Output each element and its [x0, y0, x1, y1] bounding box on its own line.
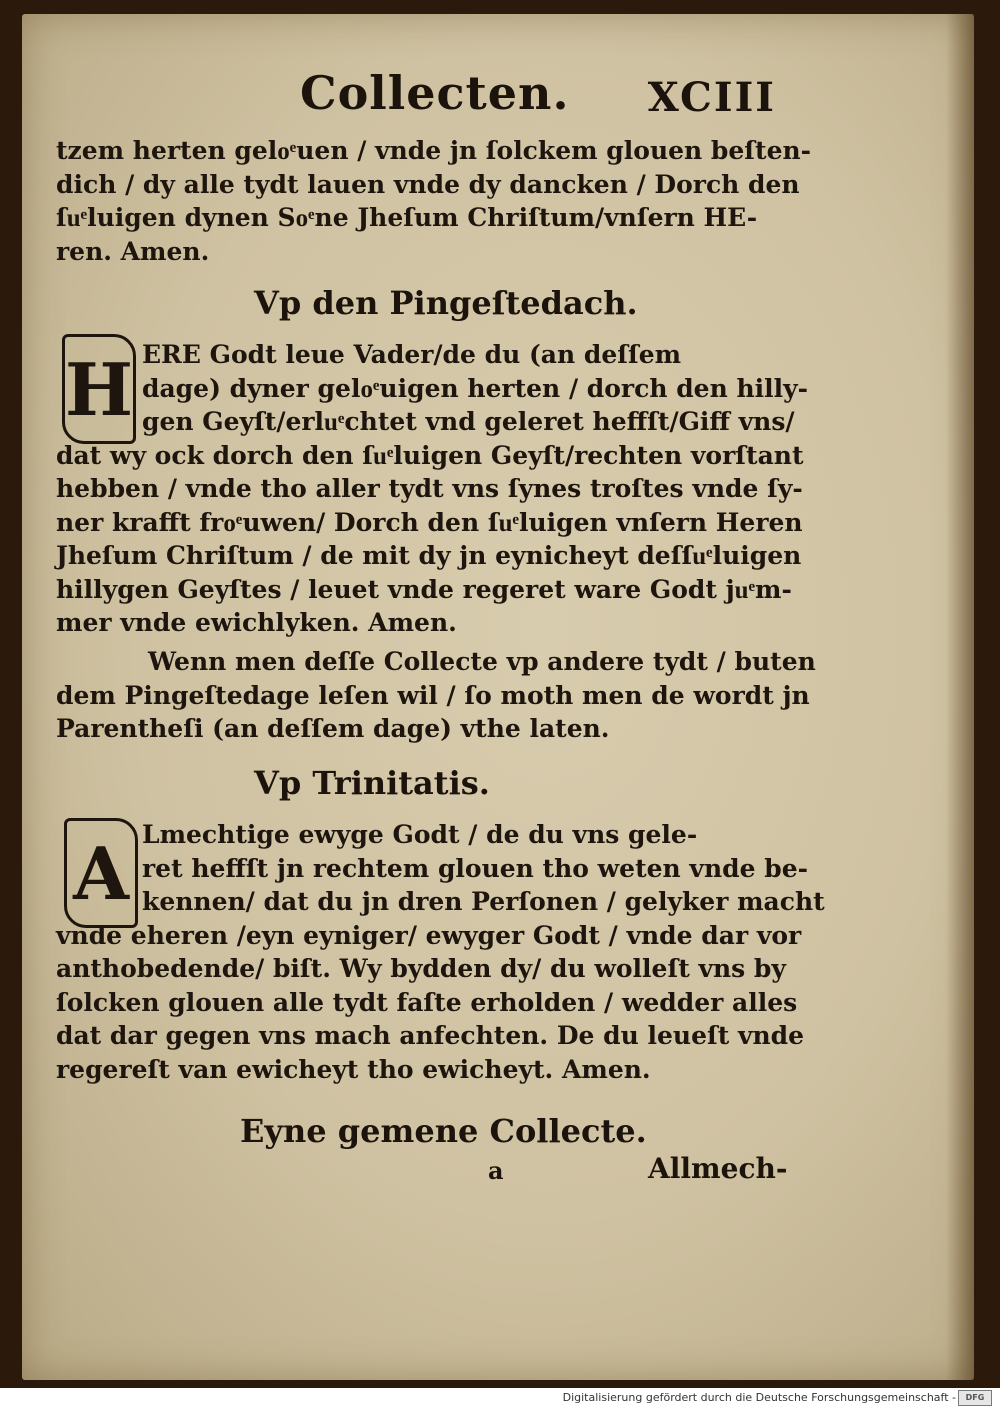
catchword: Allmech-: [648, 1152, 788, 1185]
running-title: Collecten.: [300, 66, 570, 120]
decorated-initial-a: A: [64, 818, 138, 928]
text-line: ren. Amen.: [56, 236, 210, 266]
text-line: dat wy ock dorch den ſuͤluigen Geyſt/rechten vorſtant: [56, 440, 804, 470]
folio-number: XCIII: [647, 74, 776, 121]
text-line: kennen/ dat du jn dren Perſonen / gelyker macht: [142, 887, 825, 916]
decorated-initial-h: H: [62, 334, 136, 444]
running-head: [300, 66, 780, 136]
footer-bar: [0, 1388, 1000, 1408]
text-line: anthobedende/ biſt. Wy bydden dy/ du wolleſt vns by: [56, 954, 786, 983]
text-line: ret heffſt jn rechtem glouen tho weten vnde be-: [142, 853, 808, 883]
text-line: ſuͤluigen dynen Soͤne Jheſum Chriſtum/vnſern HE-: [56, 203, 758, 232]
opening-paragraph: [56, 134, 812, 268]
text-line: gen Geyſt/erluͤchtet vnd geleret heffſt/Giff vns/: [142, 407, 795, 436]
dfg-logo-icon: DFG: [958, 1390, 992, 1406]
text-line: dat dar gegen vns mach anfechten. De du leueſt vnde: [56, 1021, 805, 1050]
text-line: Wenn men deſſe Collecte vp andere tydt / buten: [148, 647, 816, 676]
text-line: Parentheſi (an deſſem dage) vthe laten.: [56, 714, 610, 743]
signature-mark: a: [488, 1156, 504, 1185]
text-line: dich / dy alle tydt lauen vnde dy dancken / Dorch den: [56, 169, 800, 199]
section-heading-common-collect: Eyne gemene Collecte.: [240, 1112, 647, 1150]
text-line: Jheſum Chriſtum / de mit dy jn eynicheyt deſſuͤluigen: [56, 541, 802, 570]
pentecost-rubric-note: [56, 645, 816, 746]
pentecost-prayer: [56, 338, 809, 640]
text-line: mer vnde ewichlyken. Amen.: [56, 608, 457, 637]
text-line: Lmechtige ewyge Godt / de du vns gele-: [142, 820, 698, 849]
text-line: vnde eheren /eyn eyniger/ ewyger Godt / vnde dar vor: [56, 920, 802, 950]
text-line: ner krafft froͤuwen/ Dorch den ſuͤluigen vnſern Heren: [56, 507, 803, 537]
text-line: hillygen Geyſtes / leuet vnde regeret ware Godt juͤm-: [56, 574, 792, 604]
text-line: tzem herten geloͤuen / vnde jn ſolckem glouen beſten-: [56, 136, 812, 165]
text-line: dem Pingeſtedage leſen wil / ſo moth men de wordt jn: [56, 680, 810, 710]
trinity-prayer: [56, 818, 825, 1086]
footer-funding-note: Digitalisierung gefördert durch die Deutsche Forschungsgemeinschaft -: [562, 1391, 956, 1404]
text-line: ſolcken glouen alle tydt faſte erholden / wedder alles: [56, 987, 798, 1017]
text-line: dage) dyner geloͤuigen herten / dorch den hilly-: [142, 373, 809, 403]
text-line: ERE Godt leue Vader/de du (an deſſem: [142, 340, 682, 369]
section-heading-trinity: Vp Trinitatis.: [254, 764, 490, 802]
page-gutter-shadow: [946, 14, 974, 1380]
text-line: hebben / vnde tho aller tydt vns ſynes troſtes vnde ſy-: [56, 474, 803, 503]
section-heading-pentecost: Vp den Pingeſtedach.: [254, 284, 638, 322]
text-line: regereſt van ewicheyt tho ewicheyt. Amen.: [56, 1054, 651, 1084]
